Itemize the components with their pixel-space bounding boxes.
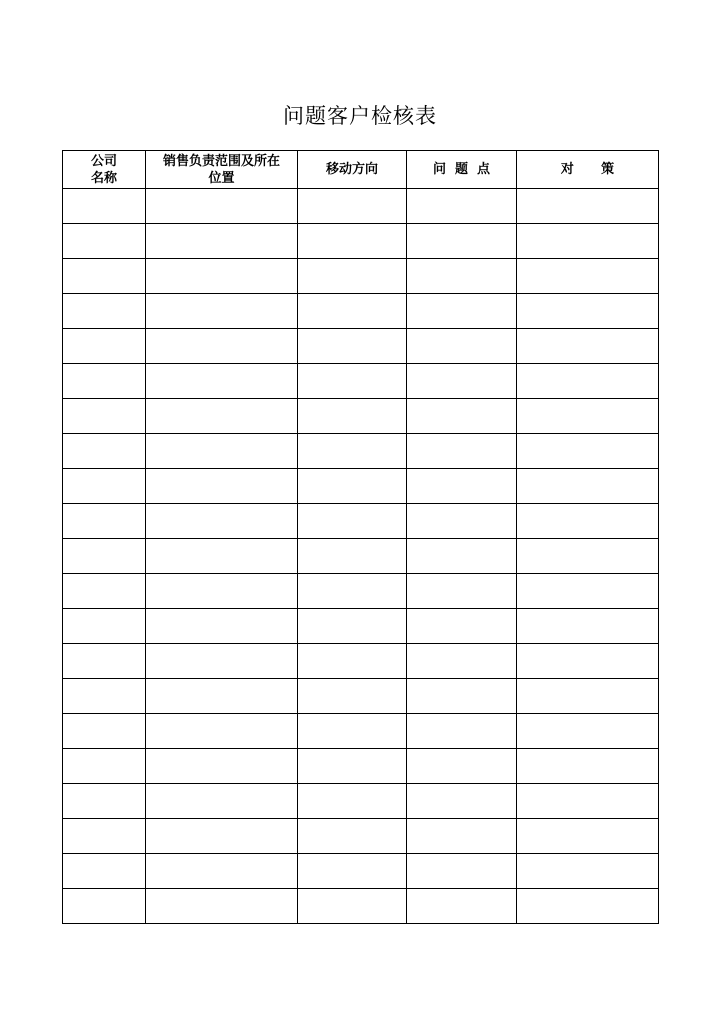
table-row — [63, 364, 659, 399]
table-cell[interactable] — [298, 749, 407, 784]
table-cell[interactable] — [146, 819, 298, 854]
table-cell[interactable] — [407, 539, 517, 574]
table-row — [63, 469, 659, 504]
table-cell[interactable] — [63, 224, 146, 259]
header-countermeasures — [517, 151, 659, 189]
header-movement-direction-label: 移动方向 — [325, 162, 378, 177]
table-cell[interactable] — [517, 609, 659, 644]
table-cell[interactable] — [517, 364, 659, 399]
page-title: 问题客户检核表 — [283, 104, 437, 128]
table-cell[interactable] — [298, 329, 407, 364]
table-cell[interactable] — [146, 749, 298, 784]
table-cell[interactable] — [517, 749, 659, 784]
table-cell[interactable] — [407, 609, 517, 644]
table-cell[interactable] — [517, 469, 659, 504]
table-cell[interactable] — [517, 189, 659, 224]
table-cell[interactable] — [63, 609, 146, 644]
table-cell[interactable] — [517, 574, 659, 609]
table-cell[interactable] — [146, 854, 298, 889]
table-cell[interactable] — [298, 889, 407, 924]
table-row — [63, 574, 659, 609]
table-cell[interactable] — [407, 399, 517, 434]
table-row — [63, 679, 659, 714]
table-cell[interactable] — [517, 679, 659, 714]
table-cell[interactable] — [146, 434, 298, 469]
table-cell[interactable] — [517, 539, 659, 574]
table-cell[interactable] — [63, 714, 146, 749]
table-cell[interactable] — [146, 714, 298, 749]
table-cell[interactable] — [298, 434, 407, 469]
table-cell[interactable] — [517, 819, 659, 854]
table-cell[interactable] — [298, 854, 407, 889]
table-cell[interactable] — [517, 854, 659, 889]
table-cell[interactable] — [63, 329, 146, 364]
table-cell[interactable] — [407, 469, 517, 504]
table-row — [63, 259, 659, 294]
table-cell[interactable] — [517, 399, 659, 434]
table-row — [63, 224, 659, 259]
table-row — [63, 819, 659, 854]
table-cell[interactable] — [63, 294, 146, 329]
table-row — [63, 399, 659, 434]
header-sales-scope-location — [146, 151, 298, 189]
table-cell[interactable] — [63, 679, 146, 714]
table-cell[interactable] — [517, 294, 659, 329]
table-cell[interactable] — [407, 434, 517, 469]
header-company-name-line2: 名称 — [90, 170, 117, 186]
table-cell[interactable] — [63, 854, 146, 889]
table-cell[interactable] — [298, 224, 407, 259]
table-row — [63, 784, 659, 819]
table-row — [63, 714, 659, 749]
table-cell[interactable] — [298, 819, 407, 854]
table-cell[interactable] — [298, 679, 407, 714]
table-cell[interactable] — [63, 644, 146, 679]
table-cell[interactable] — [298, 784, 407, 819]
table-row — [63, 329, 659, 364]
table-row — [63, 609, 659, 644]
table-cell[interactable] — [298, 399, 407, 434]
header-countermeasures-label: 对 策 — [560, 162, 615, 177]
table-cell[interactable] — [407, 294, 517, 329]
table-cell[interactable] — [298, 609, 407, 644]
table-cell[interactable] — [407, 819, 517, 854]
table-cell[interactable] — [298, 364, 407, 399]
table-cell[interactable] — [146, 539, 298, 574]
table-row — [63, 854, 659, 889]
table-cell[interactable] — [517, 784, 659, 819]
table-cell[interactable] — [63, 539, 146, 574]
table-row — [63, 644, 659, 679]
table-cell[interactable] — [146, 644, 298, 679]
table-cell[interactable] — [146, 294, 298, 329]
table-cell[interactable] — [146, 679, 298, 714]
table-cell[interactable] — [407, 329, 517, 364]
table-cell[interactable] — [146, 469, 298, 504]
table-cell[interactable] — [298, 469, 407, 504]
header-sales-scope-line2: 位置 — [208, 170, 235, 186]
table-cell[interactable] — [407, 644, 517, 679]
table-cell[interactable] — [146, 889, 298, 924]
table-row — [63, 889, 659, 924]
table-cell[interactable] — [146, 399, 298, 434]
problem-customer-table — [62, 150, 659, 924]
header-sales-scope-line1: 销售负责范围及所在 — [162, 153, 280, 169]
table-cell[interactable] — [407, 679, 517, 714]
table-cell[interactable] — [63, 399, 146, 434]
table-cell[interactable] — [63, 819, 146, 854]
table-cell[interactable] — [407, 574, 517, 609]
table-cell[interactable] — [63, 574, 146, 609]
table-cell[interactable] — [146, 224, 298, 259]
table-row — [63, 749, 659, 784]
table-cell[interactable] — [517, 434, 659, 469]
table-row — [63, 189, 659, 224]
table-cell[interactable] — [146, 609, 298, 644]
table-cell[interactable] — [517, 329, 659, 364]
header-problem-points-label: 问 题 点 — [432, 162, 491, 177]
table-cell[interactable] — [407, 259, 517, 294]
table-cell[interactable] — [407, 889, 517, 924]
table-cell[interactable] — [146, 574, 298, 609]
table-cell[interactable] — [63, 784, 146, 819]
header-problem-points — [407, 151, 517, 189]
table-cell[interactable] — [407, 714, 517, 749]
table-cell[interactable] — [63, 469, 146, 504]
table-cell[interactable] — [407, 749, 517, 784]
table-cell[interactable] — [146, 504, 298, 539]
table-row — [63, 539, 659, 574]
table-cell[interactable] — [63, 749, 146, 784]
table-cell[interactable] — [407, 854, 517, 889]
table-cell[interactable] — [517, 644, 659, 679]
table-cell[interactable] — [298, 644, 407, 679]
table-cell[interactable] — [407, 504, 517, 539]
table-cell[interactable] — [517, 504, 659, 539]
table-cell[interactable] — [146, 329, 298, 364]
table-cell[interactable] — [146, 259, 298, 294]
header-company-name — [63, 151, 146, 189]
table-cell[interactable] — [63, 259, 146, 294]
table-cell[interactable] — [407, 784, 517, 819]
table-body — [63, 189, 659, 924]
table-cell[interactable] — [146, 364, 298, 399]
table-row — [63, 434, 659, 469]
header-company-name-line1: 公司 — [90, 153, 117, 169]
table-cell[interactable] — [298, 259, 407, 294]
table-cell[interactable] — [298, 714, 407, 749]
table-cell[interactable] — [517, 224, 659, 259]
table-cell[interactable] — [63, 504, 146, 539]
table-cell[interactable] — [298, 539, 407, 574]
header-movement-direction — [298, 151, 407, 189]
table-cell[interactable] — [146, 189, 298, 224]
table-cell[interactable] — [407, 189, 517, 224]
table-cell[interactable] — [407, 224, 517, 259]
header-row — [63, 151, 659, 189]
table-cell[interactable] — [63, 364, 146, 399]
table-cell[interactable] — [298, 574, 407, 609]
table-cell[interactable] — [63, 434, 146, 469]
table-cell[interactable] — [63, 889, 146, 924]
table-cell[interactable] — [298, 189, 407, 224]
table-cell[interactable] — [298, 294, 407, 329]
table-cell[interactable] — [407, 364, 517, 399]
table-cell[interactable] — [517, 889, 659, 924]
table-cell[interactable] — [517, 714, 659, 749]
table-cell[interactable] — [146, 784, 298, 819]
table-cell[interactable] — [298, 504, 407, 539]
table-cell[interactable] — [63, 189, 146, 224]
table-row — [63, 504, 659, 539]
table-cell[interactable] — [517, 259, 659, 294]
table-row — [63, 294, 659, 329]
